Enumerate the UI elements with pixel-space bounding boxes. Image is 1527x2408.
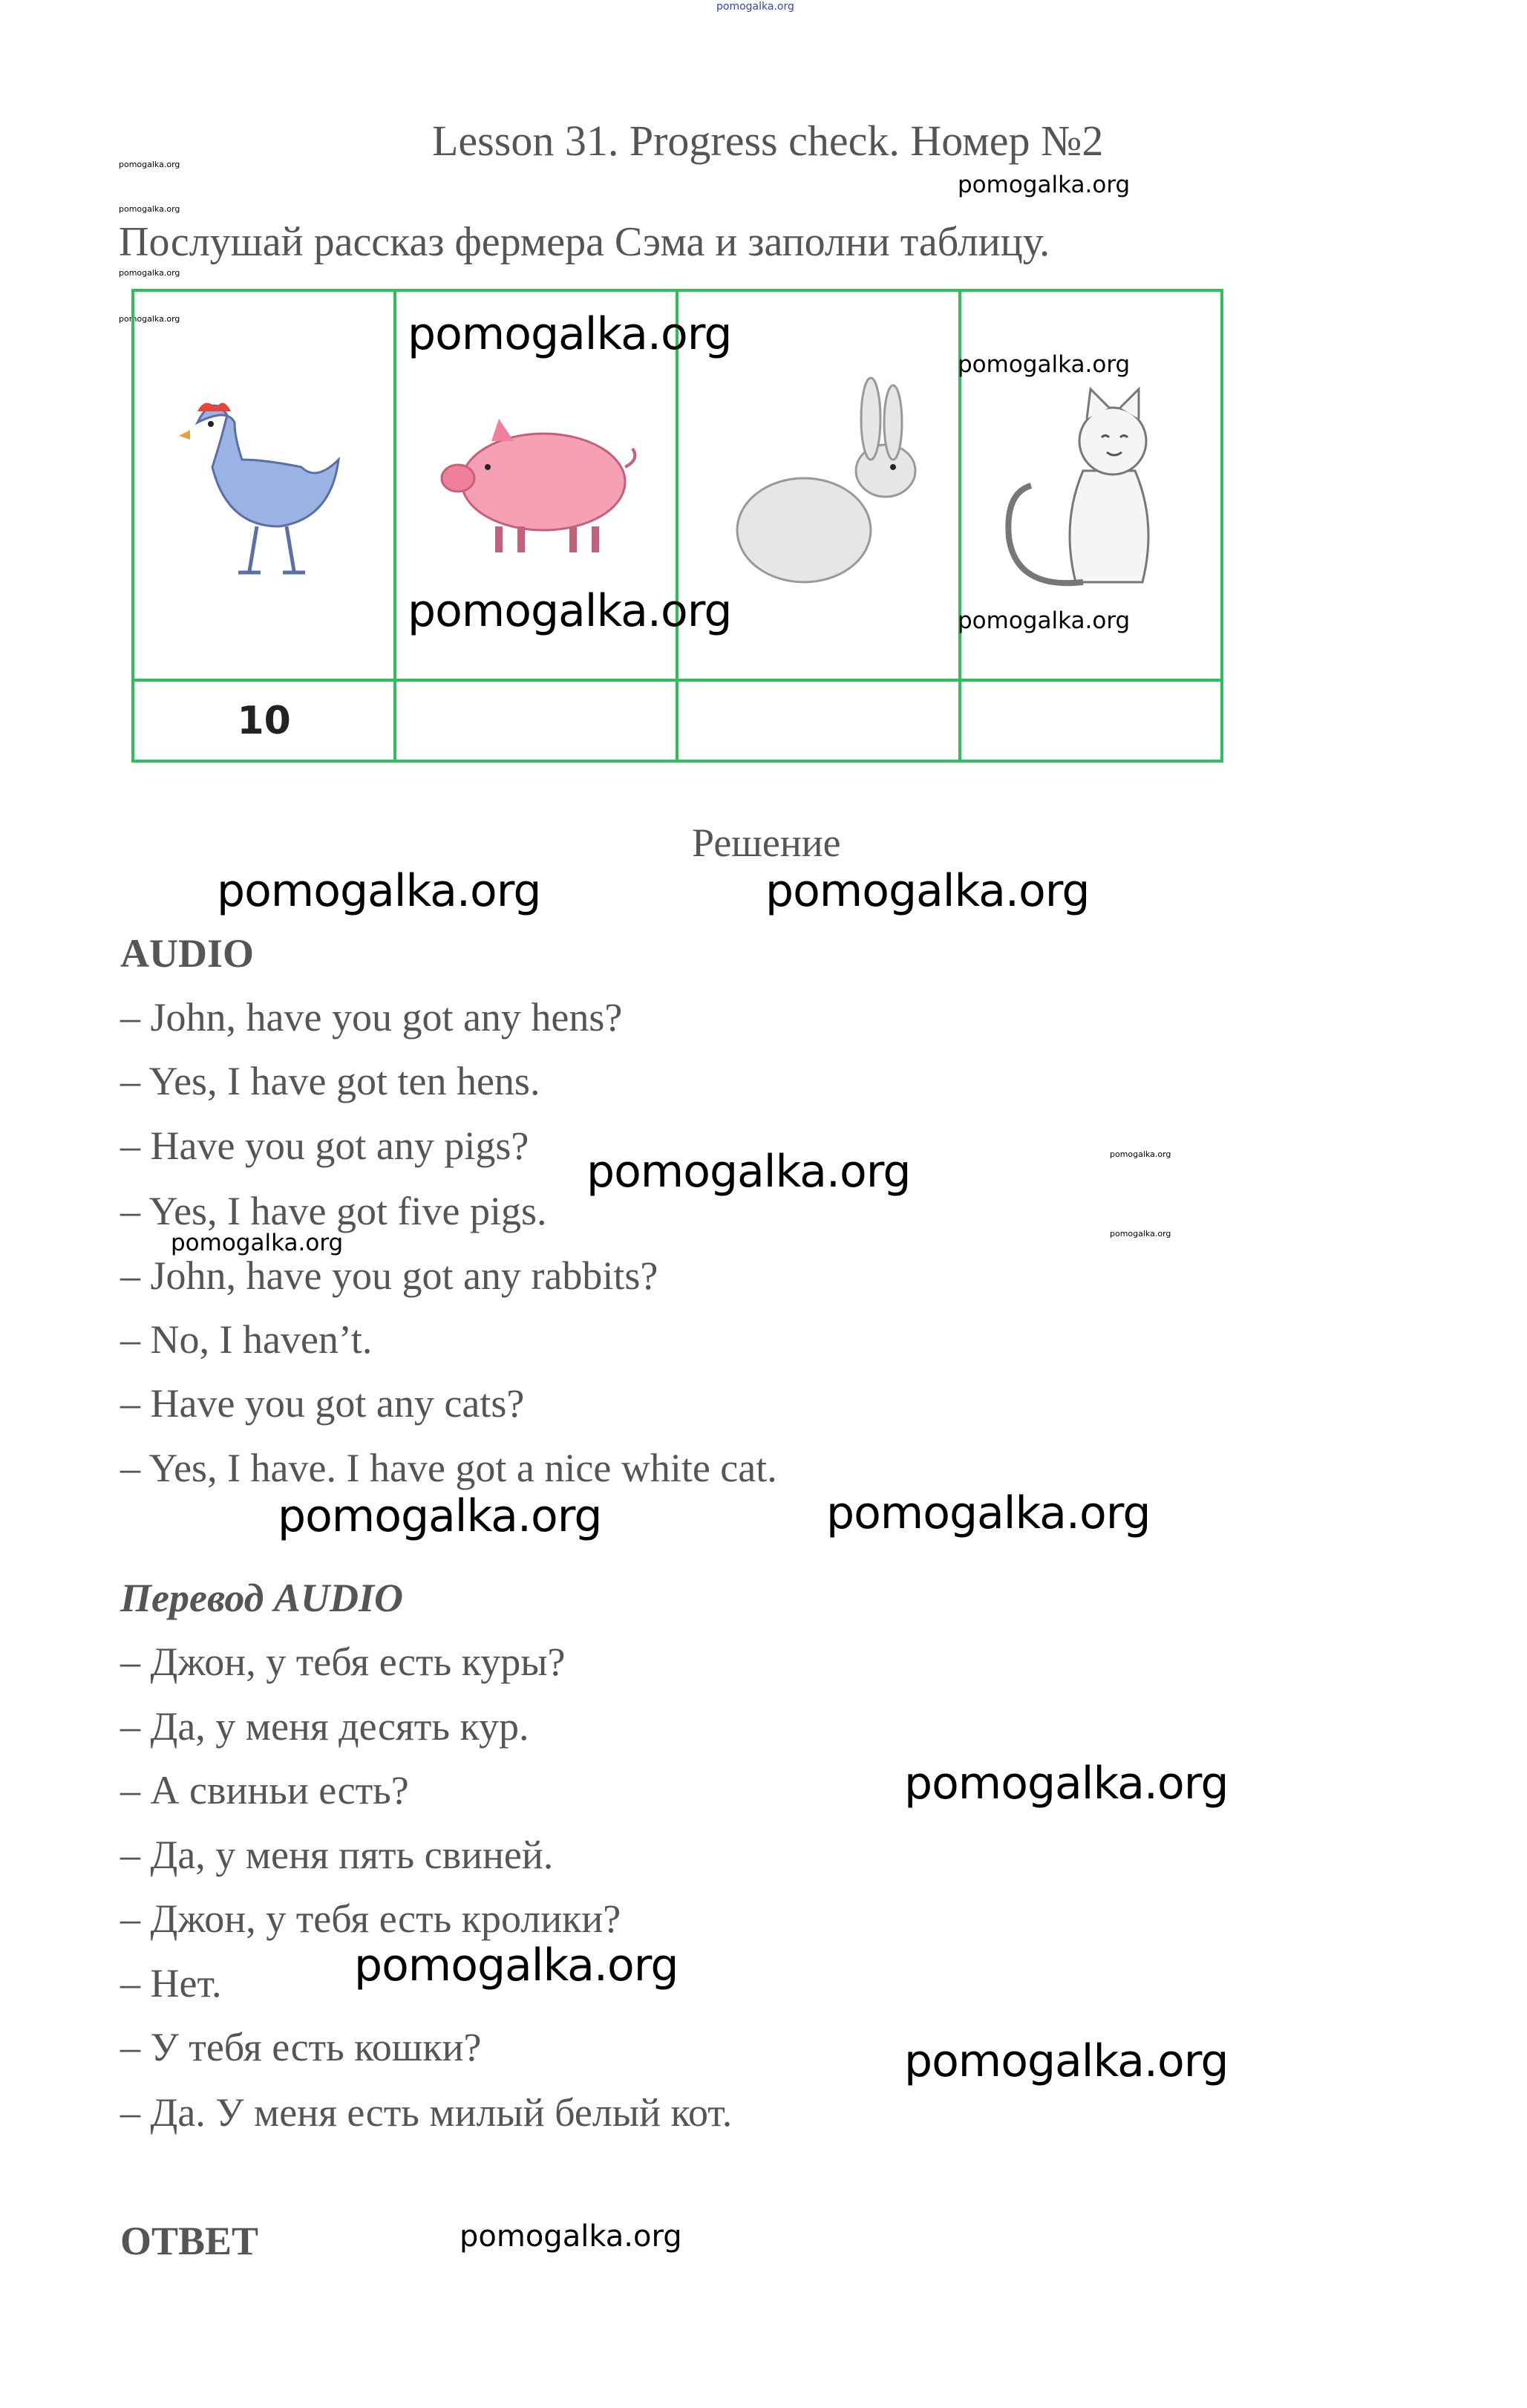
translation-line: – Да. У меня есть милый белый кот. [120, 2090, 733, 2135]
audio-line: – Yes, I have got five pigs. [120, 1189, 547, 1233]
watermark: pomogalka.org [958, 351, 1131, 378]
watermark: pomogalka.org [765, 865, 1090, 917]
watermark: pomogalka.org [119, 204, 180, 214]
cat-count[interactable] [960, 680, 1222, 761]
audio-line: – Have you got any pigs? [120, 1123, 529, 1168]
translation-line: – А свиньи есть? [120, 1768, 409, 1812]
audio-heading: AUDIO [120, 931, 255, 976]
translation-heading: Перевод AUDIO [120, 1576, 403, 1620]
solution-heading: Решение [692, 820, 841, 865]
watermark: pomogalka.org [119, 160, 180, 169]
audio-line: – Yes, I have. I have got a nice white cat. [120, 1446, 777, 1490]
watermark: pomogalka.org [408, 308, 732, 360]
page-title: Lesson 31. Progress check. Номер №2 [432, 117, 1104, 165]
watermark: pomogalka.org [119, 268, 180, 278]
hen-count[interactable]: 10 [133, 680, 395, 761]
watermark: pomogalka.org [460, 2219, 682, 2254]
watermark: pomogalka.org [1110, 1149, 1171, 1159]
watermark: pomogalka.org [354, 1939, 679, 1991]
cat-icon [994, 374, 1187, 597]
translation-line: – Джон, у тебя есть кролики? [120, 1896, 621, 1941]
translation-line: – Да, у меня пять свиней. [120, 1833, 554, 1877]
translation-line: – Нет. [120, 1961, 222, 2006]
audio-line: – Yes, I have got ten hens. [120, 1059, 540, 1103]
pig-icon [432, 408, 640, 564]
watermark: pomogalka.org [171, 1230, 344, 1256]
rabbit-icon [715, 374, 923, 597]
audio-line: – No, I haven’t. [120, 1317, 373, 1362]
audio-line: – Have you got any cats? [120, 1381, 525, 1426]
hen-cell [133, 290, 395, 680]
watermark: pomogalka.org [1110, 1229, 1171, 1239]
translation-line: – Джон, у тебя есть куры? [120, 1639, 566, 1684]
watermark: pomogalka.org [904, 2035, 1229, 2087]
audio-line: – John, have you got any hens? [120, 995, 623, 1040]
watermark[interactable]: pomogalka.org [716, 1, 794, 13]
watermark: pomogalka.org [217, 865, 541, 917]
audio-line: – John, have you got any rabbits? [120, 1253, 658, 1298]
watermark: pomogalka.org [119, 314, 180, 324]
watermark: pomogalka.org [826, 1487, 1151, 1539]
watermark: pomogalka.org [958, 607, 1131, 634]
answer-heading: ОТВЕТ [120, 2219, 259, 2263]
pig-count[interactable] [395, 680, 677, 761]
watermark: pomogalka.org [408, 585, 732, 637]
translation-line: – Да, у меня десять кур. [120, 1704, 529, 1749]
translation-line: – У тебя есть кошки? [120, 2025, 482, 2069]
watermark: pomogalka.org [904, 1758, 1229, 1810]
rabbit-count[interactable] [677, 680, 959, 761]
hen-icon [168, 378, 361, 593]
watermark: pomogalka.org [958, 172, 1131, 198]
watermark: pomogalka.org [278, 1490, 602, 1542]
task-instruction: Послушай рассказ фермера Сэма и заполни таблицу. [119, 219, 1050, 265]
watermark: pomogalka.org [586, 1146, 911, 1198]
